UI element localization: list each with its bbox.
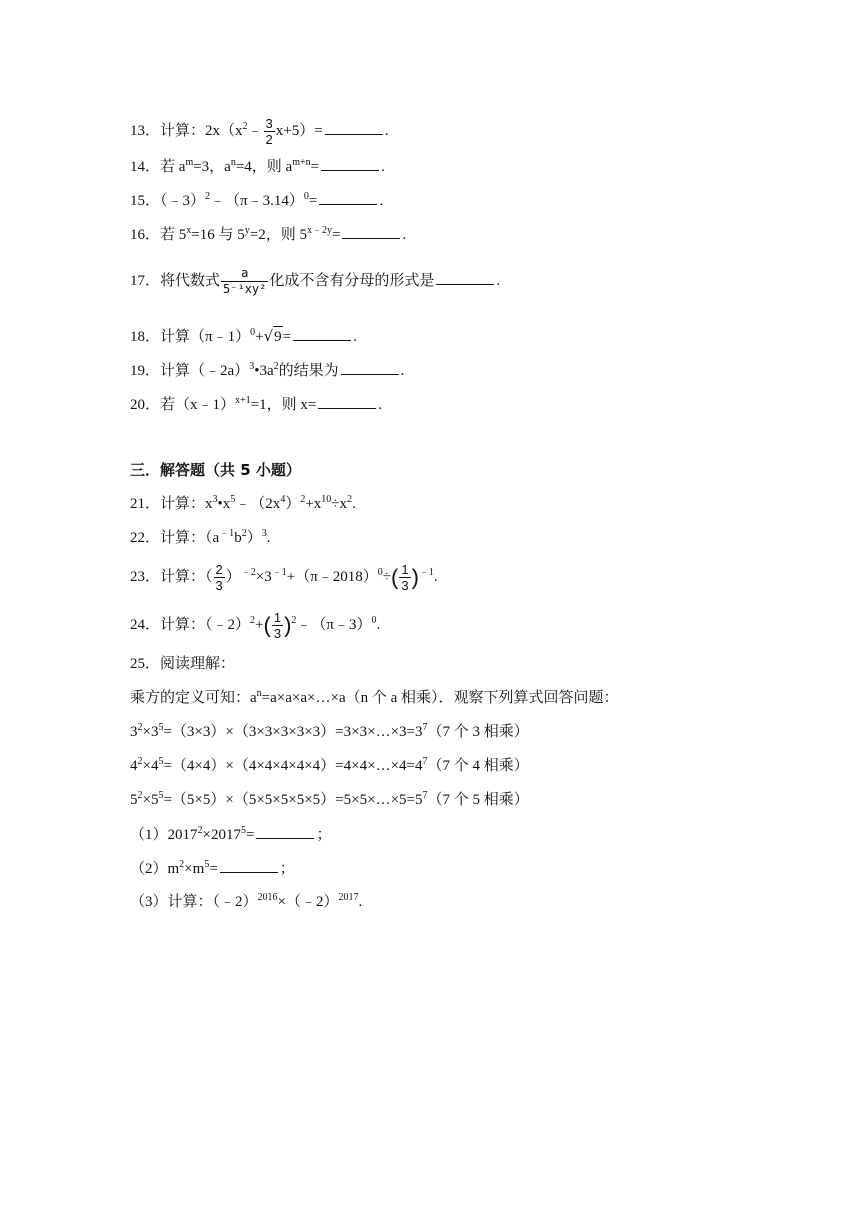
superscript: 3: [261, 528, 267, 539]
superscript: 2: [137, 722, 143, 733]
superscript: 5: [240, 825, 246, 836]
question-number: 21．: [130, 496, 161, 512]
superscript: x+1: [235, 395, 251, 406]
text: =a×a×a×…×a（n 个 a 相乘）．观察下列算式回答问题：: [261, 690, 619, 706]
superscript: 7: [422, 722, 428, 733]
right-paren: ): [284, 612, 292, 638]
text: ×m: [184, 861, 205, 877]
question-17: [130, 266, 500, 297]
question-22: [130, 528, 270, 550]
superscript: 2: [179, 859, 185, 870]
text: 乘方的定义可知：a: [130, 690, 257, 706]
text: .: [353, 329, 357, 345]
superscript: 10: [321, 494, 332, 505]
text: 4: [130, 758, 138, 774]
question-number: 17．: [130, 272, 161, 289]
left-paren: (: [263, 612, 271, 638]
superscript: ﹣1: [271, 566, 287, 578]
text: ）: [225, 568, 241, 585]
answer-blank[interactable]: [325, 120, 383, 135]
radicand: 9: [273, 326, 283, 347]
question-21: [130, 494, 356, 516]
superscript: 2: [300, 494, 306, 505]
fraction-numerator: 1: [401, 562, 409, 577]
text: （3）计算：（﹣2）: [130, 894, 258, 910]
superscript: y: [244, 225, 250, 236]
superscript: 5: [158, 790, 164, 801]
answer-blank[interactable]: [220, 858, 278, 873]
answer-blank[interactable]: [436, 270, 494, 285]
text: =1，则 x=: [250, 397, 317, 413]
question-20: [130, 394, 382, 417]
question-number: 15．: [130, 193, 161, 209]
sub-question-3: [130, 892, 362, 914]
text: +: [255, 329, 264, 345]
text: =2，则 5: [249, 227, 307, 243]
text: ÷x: [331, 496, 348, 512]
superscript: 2: [137, 790, 143, 801]
superscript: 5: [230, 494, 236, 505]
radical-sign: √: [263, 327, 274, 345]
fraction-numerator: 3: [265, 116, 273, 131]
text: +: [255, 616, 264, 633]
superscript: x: [186, 225, 192, 236]
text: ﹣（2x: [235, 496, 281, 512]
superscript: 2: [291, 614, 297, 626]
text: 计算：（a: [160, 530, 220, 546]
text: =: [282, 329, 292, 345]
answer-blank[interactable]: [256, 824, 314, 839]
question-number: 20．: [130, 397, 161, 413]
text: .: [378, 397, 383, 413]
superscript: 5: [158, 756, 164, 767]
text: .: [266, 530, 271, 546]
question-19: [130, 360, 404, 383]
text: 将代数式: [160, 272, 221, 289]
superscript: 2: [250, 614, 256, 626]
superscript: 2: [347, 494, 353, 505]
answer-blank[interactable]: [342, 224, 400, 239]
superscript: ﹣2: [240, 566, 256, 578]
question-25: [130, 654, 235, 674]
question-18: [130, 326, 357, 349]
superscript: 2: [205, 191, 211, 202]
superscript: n: [230, 157, 236, 168]
text: •x: [217, 496, 231, 512]
answer-blank[interactable]: [341, 360, 399, 375]
question-16: [130, 224, 406, 247]
text: ）: [246, 530, 262, 546]
sub-question-1: [130, 824, 331, 847]
text: 计算（π﹣1）: [160, 329, 251, 345]
text: ；: [316, 827, 332, 843]
answer-blank[interactable]: [321, 156, 379, 171]
fraction: [272, 610, 283, 641]
text: b: [234, 530, 242, 546]
fraction-denominator: 3: [401, 578, 409, 593]
text: =: [209, 861, 218, 877]
superscript: 4: [280, 494, 286, 505]
text: .: [433, 568, 438, 585]
text: .: [352, 496, 356, 512]
left-paren: (: [391, 564, 399, 590]
text: ﹣（π﹣3.14）: [210, 193, 304, 209]
text: =（5×5）×（5×5×5×5×5）=5×5×…×5=5: [163, 792, 423, 808]
text: .: [400, 363, 405, 379]
text: 3: [130, 724, 138, 740]
text: ×（﹣2）: [277, 894, 339, 910]
fraction-denominator: 2: [265, 132, 273, 147]
superscript: x﹣2y: [306, 225, 332, 236]
text: ×3: [142, 724, 159, 740]
text: 阅读理解：: [160, 656, 236, 672]
question-14: [130, 156, 385, 179]
right-paren: ): [411, 564, 419, 590]
text: 的结果为: [278, 363, 339, 379]
question-number: 25．: [130, 656, 161, 672]
question-number: 16．: [130, 227, 161, 243]
text: 计算：（﹣2）: [160, 616, 251, 633]
text: ×2017: [202, 827, 241, 843]
answer-blank[interactable]: [293, 326, 351, 341]
text: 计算：（: [160, 568, 213, 585]
text: =3，a: [193, 159, 231, 175]
superscript: 2: [137, 756, 143, 767]
fraction-numerator: 1: [273, 610, 282, 625]
superscript: 3: [212, 494, 218, 505]
superscript: 5: [204, 859, 210, 870]
text: .: [379, 193, 384, 209]
fraction-numerator: a: [221, 266, 268, 282]
text: 若 5: [160, 227, 187, 243]
text: （1）2017: [130, 827, 198, 843]
superscript: 2: [242, 120, 248, 132]
question-24: [130, 610, 380, 641]
text: .: [496, 272, 501, 289]
text: .: [376, 616, 381, 633]
text: ）: [285, 496, 301, 512]
text: 计算：x: [160, 496, 213, 512]
superscript: 0: [377, 566, 383, 578]
text: 化成不含有分母的形式是: [269, 272, 435, 289]
text: ÷: [382, 568, 392, 585]
question-15: [130, 190, 383, 213]
text: ×3: [255, 568, 272, 585]
text: 若（x﹣1）: [160, 397, 236, 413]
fraction: [264, 116, 275, 147]
superscript: 7: [422, 790, 428, 801]
question-number: 13．: [130, 122, 161, 139]
superscript: 7: [422, 756, 428, 767]
text: 5: [130, 792, 138, 808]
text: x+5）=: [275, 122, 323, 139]
text: =: [331, 227, 341, 243]
text: .: [402, 227, 407, 243]
example-line-3: [130, 790, 529, 812]
fraction: [221, 266, 268, 297]
question-13: [130, 116, 388, 147]
text: .: [384, 122, 389, 139]
question-number: 24．: [130, 616, 161, 633]
text: 若 a: [160, 159, 186, 175]
question-number: 19．: [130, 363, 161, 379]
superscript: n: [256, 688, 262, 699]
fraction: [214, 562, 225, 593]
text: ﹣（π﹣3）: [296, 616, 372, 633]
question-number: 23．: [130, 568, 161, 585]
text: ﹣: [247, 122, 263, 139]
text: •3a: [254, 363, 274, 379]
text: （7 个 4 相乘）: [427, 758, 529, 774]
text: =: [310, 159, 320, 175]
text: .: [381, 159, 385, 175]
text: ×5: [142, 792, 159, 808]
superscript: ﹣1: [418, 566, 434, 578]
superscript: 2016: [257, 892, 278, 903]
text: =4，则 a: [235, 159, 293, 175]
question-number: 18．: [130, 329, 161, 345]
question-number: 14．: [130, 159, 161, 175]
superscript: m: [185, 157, 194, 168]
text: =: [308, 193, 318, 209]
text: （﹣3）: [160, 193, 206, 209]
text: =（3×3）×（3×3×3×3×3）=3×3×…×3=3: [163, 724, 423, 740]
text: （2）m: [130, 861, 180, 877]
superscript: ﹣1: [219, 528, 235, 539]
section-heading: 三．解答题（共 5 小题）: [130, 461, 301, 479]
definition-line: [130, 688, 619, 710]
superscript: 2017: [338, 892, 359, 903]
sub-question-2: [130, 858, 295, 881]
superscript: 2: [197, 825, 203, 836]
superscript: 0: [371, 614, 377, 626]
superscript: 0: [250, 327, 256, 338]
text: .: [358, 894, 363, 910]
example-line-1: [130, 722, 529, 744]
text: =（4×4）×（4×4×4×4×4）=4×4×…×4=4: [163, 758, 423, 774]
superscript: 3: [249, 361, 255, 372]
question-number: 22．: [130, 530, 161, 546]
answer-blank[interactable]: [318, 394, 376, 409]
text: +（π﹣2018）: [286, 568, 378, 585]
example-line-2: [130, 756, 529, 778]
superscript: m+n: [292, 157, 311, 168]
text: ；: [279, 861, 295, 877]
superscript: 2: [273, 361, 279, 372]
fraction-denominator: 3: [215, 578, 223, 593]
fraction-denominator: 3: [273, 626, 282, 641]
text: +x: [305, 496, 322, 512]
text: （7 个 5 相乘）: [427, 792, 529, 808]
text: 计算：2x（x: [160, 122, 243, 139]
superscript: 0: [303, 191, 309, 202]
fraction-numerator: 2: [215, 562, 223, 577]
answer-blank[interactable]: [319, 190, 377, 205]
question-23: [130, 562, 438, 593]
fraction-denominator: 5⁻¹xy²: [223, 282, 267, 296]
text: ×4: [142, 758, 159, 774]
text: （7 个 3 相乘）: [427, 724, 529, 740]
text: =16 与 5: [191, 227, 245, 243]
fraction: [399, 562, 410, 593]
superscript: 5: [158, 722, 164, 733]
text: 计算（﹣2a）: [160, 363, 250, 379]
superscript: 2: [241, 528, 247, 539]
text: =: [245, 827, 255, 843]
